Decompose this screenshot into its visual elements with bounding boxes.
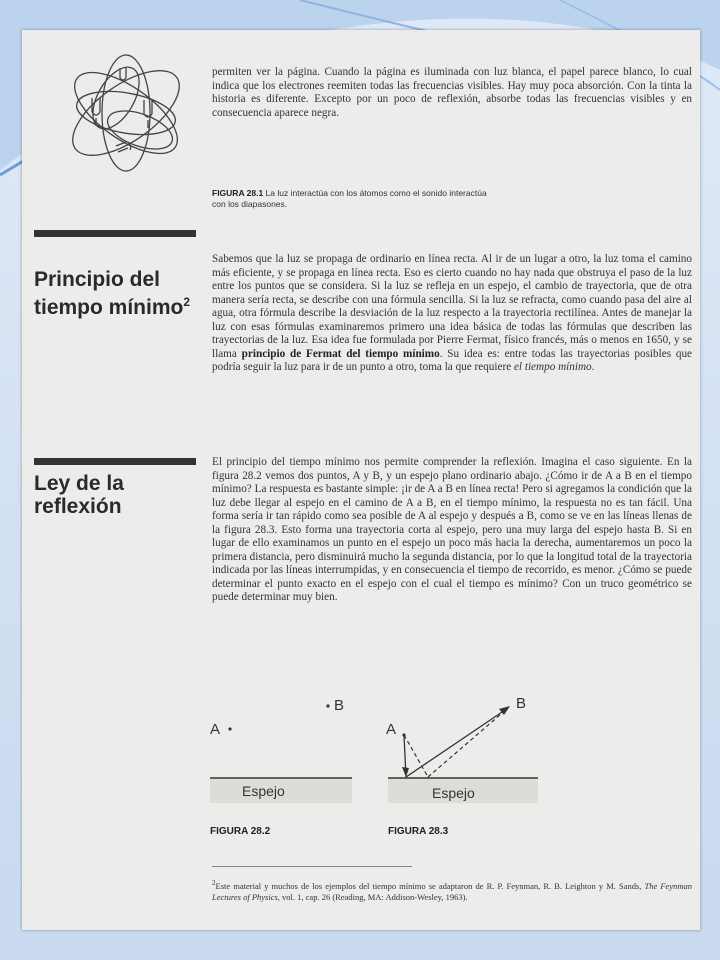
figure-28-2-label: FIGURA 28.2 <box>210 826 271 837</box>
principio-text-a: Sabemos que la luz se propaga de ordinario en línea recta. Al ir de un lugar a otro, la luz toma el camino más eficiente, y se propaga en línea recta. Eso es cierto cuando no hay nada que obstruya el paso de la luz entre los puntos que se considera. Si la luz se refleja en un espejo, el cambio de trayectoria, que de otra manera sería recta, se describe con una fórmula sencilla. Si la luz se refracta, como cuando pasa del aire al agua, otra fórmula describe la desviación de la luz respecto a la trayectoria rectilínea. Antes de manejar la luz con esas fórmulas examinaremos primero una idea básica de todas las fórmulas que describen las trayectorias de la luz. Esa idea fue formulada por Pierre Fermat, físico francés, más o menos en 1650, y se llama <box>212 253 692 360</box>
fig283-point-b: B <box>516 695 527 712</box>
figure-28-3-label: FIGURA 28.3 <box>388 826 449 837</box>
section-rule-2 <box>34 458 196 465</box>
section-heading-ley <box>34 472 209 518</box>
heading-principio-line2: tiempo mínimo <box>34 296 184 319</box>
reflexion-paragraph: El principio del tiempo mínimo nos permite comprender la reflexión. Imagina el caso siguiente. En la figura 28.2 vemos dos puntos, A y B, y un espejo plano ordinario abajo. ¿Cómo ir de A a B en el tiempo mínimo? La respuesta es bastante simple: ¡ir de A a B en línea recta! Pero si agregamos la condición que la luz debe llegar al espejo en el camino de A a B, en el tiempo mínimo, la respuesta no es tan fácil. Una forma sería ir tan rápido como sea posible de A al espejo y después a B, como se ve en las líneas llenas de la figura 28.3. Esto forma una trayectoria corta al espejo, pero una muy larga del espejo hasta B. Si en lugar de ello examinamos un punto en el espejo un poco más hacia la derecha, aumentaremos un poco la primera distancia, pero disminuirá mucho la segunda distancia, por lo que la longitud total de la trayectoria indicada por las líneas interrumpidas, y en consecuencia el tiempo de recorrido, es menor. ¿Cómo se puede determinar el punto exacto en el espejo con el cual el tiempo es mínimo? Con un truco geométrico se puede determinar muy bien. <box>212 456 692 603</box>
heading-ley-line1: Ley de la <box>34 472 124 495</box>
footnote-mark: 2 <box>212 879 216 887</box>
fig283-dashed-up <box>428 708 508 777</box>
heading-ley-line2: reflexión <box>34 495 122 518</box>
scanned-page <box>22 30 700 930</box>
fig282-mirror-label: Espejo <box>242 783 285 799</box>
fig282-point-a: A <box>210 721 221 738</box>
figure-28-2-diagram <box>202 690 362 810</box>
tiempo-minimo-term: el tiempo mínimo <box>513 361 592 373</box>
fig282-dot-a <box>228 727 231 730</box>
figure-28-1-caption <box>212 188 502 210</box>
fig282-dot-b <box>326 704 329 707</box>
principio-text-c: . <box>591 361 595 373</box>
intro-paragraph: permiten ver la página. Cuando la página es iluminada con luz blanca, el papel parece blanco, lo cual indica que los electrones reemiten todas las frecuencias visibles. Hay muy poca absorción. Con la tinta la historia es diferente. Excepto por un poco de reflexión, absorbe todas las frecuencias visibles y en consecuencia aparece negra. <box>212 66 692 119</box>
principio-text-b: . Su idea es: entre todas las trayectorias posibles que podría seguir la luz para ir de un punto a otro, toma la que requiere <box>212 347 693 373</box>
section-rule-1 <box>34 230 196 237</box>
atoms-tuning-forks-illustration <box>56 38 196 188</box>
footnote-reference: 2 <box>183 295 191 309</box>
heading-principio-line1: Principio del <box>34 268 161 291</box>
figure-28-3-diagram <box>380 690 550 810</box>
footnote-text-a: Este material y muchos de los ejemplos del tiempo mínimo se adaptaron de R. P. Feynman, R. B. Leighton y M. Sands, <box>215 880 642 891</box>
figure-28-1-text: La luz interactúa con los átomos como el sonido interactúa con los diapasones. <box>212 188 487 209</box>
figure-28-1-label: FIGURA 28.1 <box>212 188 264 198</box>
fig282-point-b: B <box>334 697 345 714</box>
section-heading-principio <box>34 268 209 319</box>
fig283-point-a: A <box>386 721 397 738</box>
footnote-book-title: The Feynman Lectures of Physics <box>212 880 692 902</box>
footnote-separator <box>212 866 412 867</box>
footnote <box>212 878 692 903</box>
fermat-principle-term: principio de Fermat del tiempo mínimo <box>241 347 440 360</box>
fig283-mirror-label: Espejo <box>432 785 475 801</box>
fig283-solid-up <box>406 708 508 777</box>
principio-paragraph <box>212 253 692 375</box>
footnote-text-b: , vol. 1, cap. 26 (Reading, MA: Addison-Wesley, 1963). <box>277 891 468 902</box>
